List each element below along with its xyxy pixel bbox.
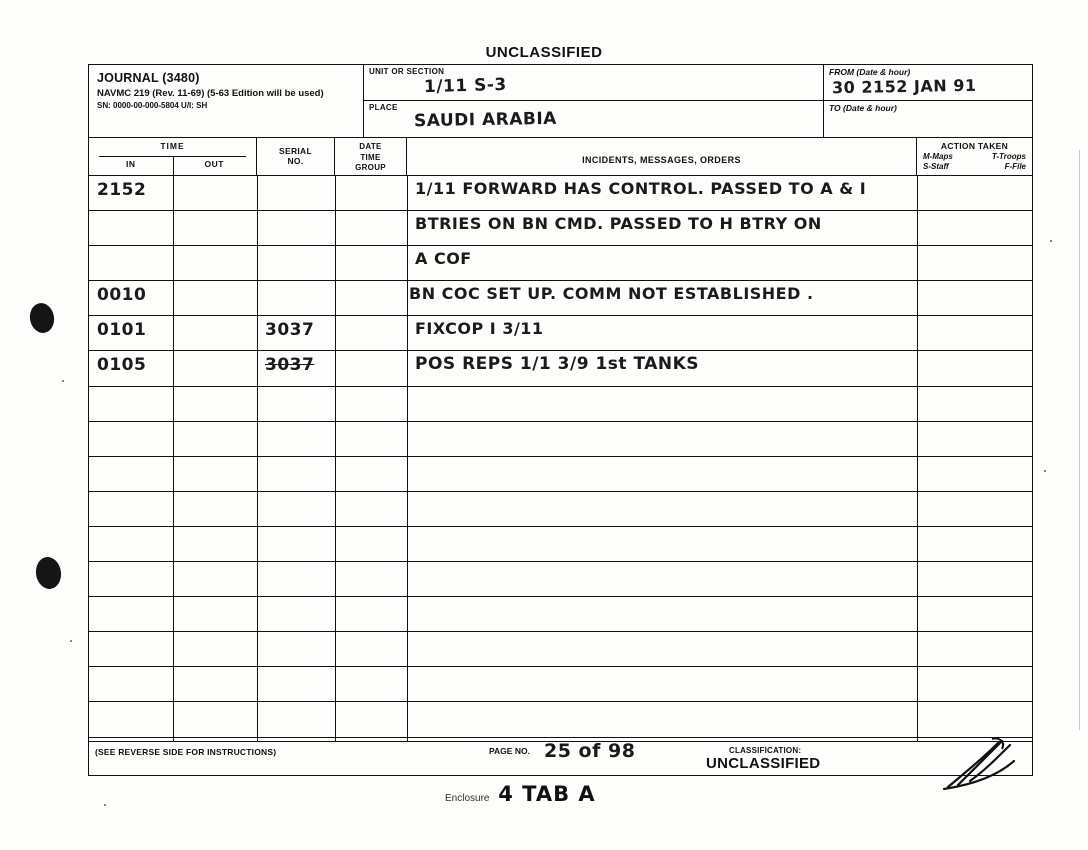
unit-place-block [364,65,824,137]
from-value: 30 2152 JAN 91 [831,75,977,98]
column-time-label: TIME [160,141,185,151]
column-time-out-label: OUT [204,159,224,169]
action-file-label: F-File [1004,162,1026,171]
entry-text: BTRIES ON BN CMD. PASSED TO H BTRY ON [415,214,822,234]
table-row[interactable] [89,702,1032,737]
page-no-value: 25 of 98 [544,740,636,762]
signature-mark-icon [940,735,1020,795]
to-label: TO (Date & hour) [829,103,897,113]
unit-or-section-field[interactable] [364,65,823,101]
table-column-headers [89,138,1032,176]
form-identification-block [89,65,364,137]
table-row[interactable] [89,457,1032,492]
from-field[interactable] [824,65,1032,101]
table-row[interactable] [89,316,1032,351]
journal-entries-table [89,176,1032,741]
column-incidents: INCIDENTS, MESSAGES, ORDERS [407,138,917,175]
action-troops-label: T-Troops [991,152,1026,161]
instructions-note: (SEE REVERSE SIDE FOR INSTRUCTIONS) [95,747,277,757]
column-dtg-line2: TIME [360,152,381,162]
entry-text: A COF [415,249,472,269]
column-time-in-label: IN [126,159,136,169]
classification-label: CLASSIFICATION: [729,746,802,755]
hole-punch-mark-icon [34,555,63,590]
form-title: JOURNAL (3480) [97,71,200,85]
hole-punch-mark-icon [28,301,57,335]
entry-time-in: 0101 [97,320,147,341]
enclosure-stamp [445,782,596,806]
entry-text: POS REPS 1/1 3/9 1st TANKS [415,354,700,375]
table-row[interactable] [89,281,1032,316]
table-row[interactable] [89,387,1032,422]
entry-serial: 3037 [265,355,315,376]
from-to-block [824,65,1032,137]
enclosure-label: Enclosure [445,793,490,804]
form-header [89,65,1032,138]
column-serial-no [257,138,335,175]
entry-time-in: 0010 [97,285,147,306]
entry-time-in: 0105 [97,355,147,376]
action-staff-label: S-Staff [923,162,949,171]
form-footer [89,741,1032,775]
table-row[interactable] [89,667,1032,702]
enclosure-value: 4 TAB A [498,782,596,806]
entry-text: FIXCOP I 3/11 [415,319,544,339]
entry-text: BN COC SET UP. COMM NOT ESTABLISHED . [409,284,814,304]
column-dtg-line3: GROUP [355,163,386,172]
classification-header: UNCLASSIFIED [485,44,603,61]
from-label: FROM (Date & hour) [829,67,911,77]
place-field[interactable] [364,101,823,136]
table-row[interactable] [89,527,1032,562]
table-row[interactable] [89,597,1032,632]
classification-value: UNCLASSIFIED [706,755,821,772]
column-serial-line2: NO. [287,156,304,166]
unit-or-section-value: 1/11 S-3 [423,74,507,98]
entry-time-in: 2152 [97,180,147,200]
unit-or-section-label: UNIT OR SECTION [369,67,445,76]
column-action-taken [917,138,1032,175]
table-row[interactable] [89,492,1032,527]
table-row[interactable] [89,176,1032,211]
entry-serial: 3037 [265,320,315,341]
table-row[interactable] [89,211,1032,246]
table-row[interactable] [89,246,1032,281]
table-row[interactable] [89,562,1032,597]
table-row[interactable] [89,422,1032,457]
column-dtg-line1: DATE [359,142,382,151]
place-label: PLACE [369,103,398,112]
journal-form [88,64,1033,776]
action-maps-label: M-Maps [923,152,953,161]
column-time [89,138,257,175]
place-value: SAUDI ARABIA [413,108,558,132]
form-revision: NAVMC 219 (Rev. 11-69) (5-63 Edition will be used) [97,88,324,99]
table-row[interactable] [89,351,1032,386]
table-row[interactable] [89,632,1032,667]
page-no-label: PAGE NO. [489,746,530,756]
to-field[interactable] [824,101,1032,136]
page-edge-line [1079,150,1080,730]
column-date-time-group [335,138,407,175]
entry-text: 1/11 FORWARD HAS CONTROL. PASSED TO A & I [415,179,867,198]
column-action-label: ACTION TAKEN [940,141,1009,151]
form-stock-number: SN: 0000-00-000-5804 U/I: SH [97,101,208,110]
column-serial-line1: SERIAL [279,146,312,156]
